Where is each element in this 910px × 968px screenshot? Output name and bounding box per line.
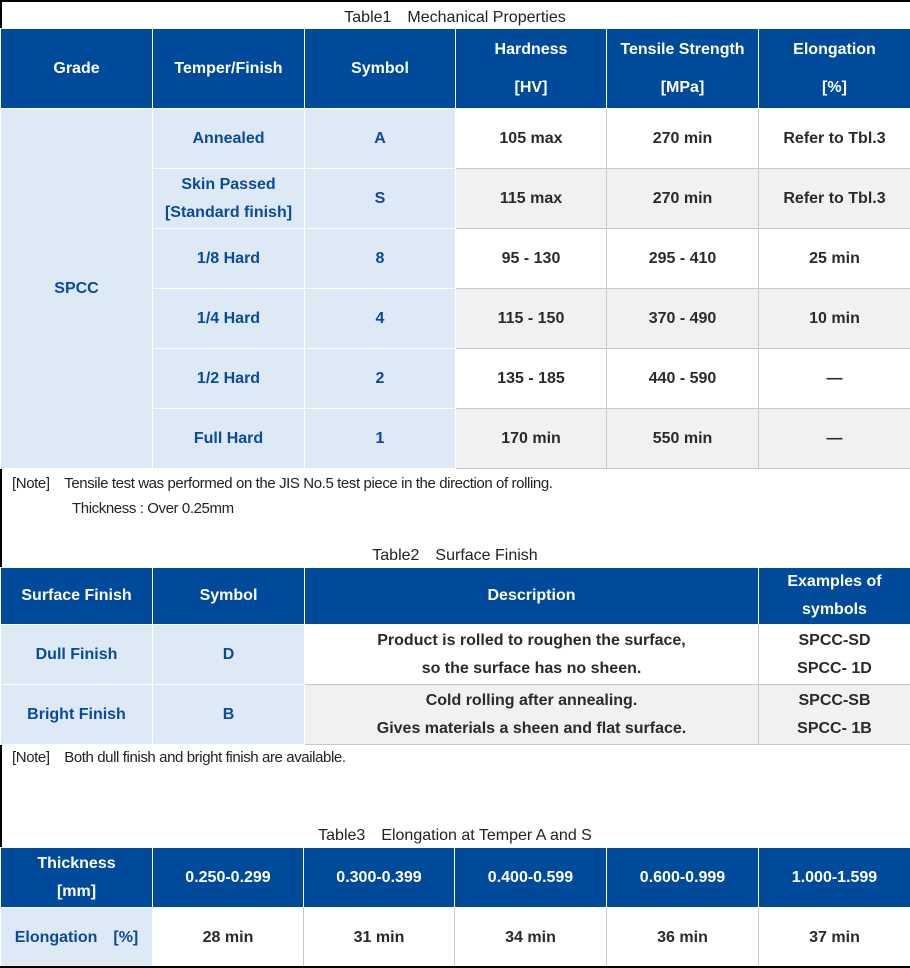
temper-cell: 1/2 Hard [153, 349, 305, 409]
table-row [1, 109, 910, 169]
header-examples-line1: Examples of [787, 573, 882, 590]
tensile-cell: 370 - 490 [607, 289, 759, 349]
surface-finish-table [0, 567, 910, 745]
temper-cell [153, 169, 305, 229]
hardness-cell: 135 - 185 [456, 349, 607, 409]
surface-cell: Dull Finish [1, 625, 153, 685]
elongation-cell: 36 min [607, 908, 759, 968]
tensile-cell: 295 - 410 [607, 229, 759, 289]
table-row [1, 685, 910, 745]
temper-cell: Full Hard [153, 409, 305, 469]
description-line1: Cold rolling after annealing. [425, 691, 638, 709]
table-row [1, 625, 910, 685]
symbol-cell: B [153, 685, 305, 745]
hardness-cell: 115 max [456, 169, 607, 229]
temper-cell: 1/8 Hard [153, 229, 305, 289]
header-grade: Grade [1, 29, 153, 109]
header-temper: Temper/Finish [153, 29, 305, 109]
table2-note: [Note] Both dull finish and bright finish are available. [12, 749, 346, 766]
tensile-cell: 550 min [607, 409, 759, 469]
table1-note: [Note] Tensile test was performed on the JIS No.5 test piece in the direction of rolling. [12, 475, 553, 492]
thickness-range: 1.000-1.599 [759, 848, 910, 908]
tensile-cell: 270 min [607, 109, 759, 169]
elongation-cell: 34 min [455, 908, 607, 968]
header-hardness [456, 29, 607, 109]
temper-line1: Skin Passed [181, 175, 276, 193]
elongation-cell: — [759, 409, 910, 469]
header-thickness [1, 848, 153, 908]
header-thickness-unit: [mm] [56, 882, 97, 900]
surface-cell: Bright Finish [1, 685, 153, 745]
header-thickness-label: Thickness [37, 854, 116, 872]
symbol-cell: 8 [305, 229, 456, 289]
elongation-cell: 25 min [759, 229, 910, 289]
elongation-cell: Refer to Tbl.3 [759, 169, 910, 229]
table-row [1, 908, 910, 968]
header-tensile-unit: [MPa] [660, 78, 705, 96]
table2-header-row [1, 568, 910, 625]
mechanical-properties-table [0, 28, 910, 469]
temper-cell: 1/4 Hard [153, 289, 305, 349]
header-examples-line2: symbols [802, 601, 867, 618]
header-tensile-label: Tensile Strength [620, 40, 745, 58]
example-1: SPCC-SD [798, 631, 871, 649]
temper-line2: [Standard finish] [164, 203, 293, 221]
symbol-cell: A [305, 109, 456, 169]
symbol-cell: 2 [305, 349, 456, 409]
hardness-cell: 95 - 130 [456, 229, 607, 289]
table3-caption: Table3 Elongation at Temper A and S [318, 827, 592, 844]
tensile-cell: 440 - 590 [607, 349, 759, 409]
description-line1: Product is rolled to roughen the surface, [377, 631, 686, 649]
header-symbol: Symbol [305, 29, 456, 109]
thickness-range: 0.600-0.999 [607, 848, 759, 908]
header-hardness-label: Hardness [494, 40, 568, 58]
elongation-cell: 31 min [304, 908, 455, 968]
header-hardness-unit: [HV] [514, 78, 548, 96]
hardness-cell: 170 min [456, 409, 607, 469]
grade-cell: SPCC [1, 109, 153, 469]
elongation-table [0, 847, 910, 968]
symbol-cell: 1 [305, 409, 456, 469]
header-symbol: Symbol [153, 568, 305, 625]
example-2: SPCC- 1B [797, 719, 872, 737]
table1-header-row [1, 29, 910, 109]
symbol-cell: 4 [305, 289, 456, 349]
header-tensile [607, 29, 759, 109]
header-surface-finish: Surface Finish [1, 568, 153, 625]
header-elongation [759, 29, 910, 109]
elongation-row-label: Elongation [%] [1, 908, 153, 968]
table1-caption: Table1 Mechanical Properties [344, 9, 566, 26]
example-2: SPCC- 1D [797, 659, 872, 677]
temper-cell: Annealed [153, 109, 305, 169]
symbol-cell: S [305, 169, 456, 229]
table2-caption: Table2 Surface Finish [372, 547, 538, 564]
hardness-cell: 115 - 150 [456, 289, 607, 349]
example-1: SPCC-SB [798, 691, 871, 709]
tensile-cell: 270 min [607, 169, 759, 229]
elongation-cell: 37 min [759, 908, 910, 968]
description-cell [305, 685, 759, 745]
hardness-cell: 105 max [456, 109, 607, 169]
examples-cell [759, 625, 910, 685]
elongation-cell: Refer to Tbl.3 [759, 109, 910, 169]
header-description: Description [305, 568, 759, 625]
table3-header-row [1, 848, 910, 908]
description-line2: Gives materials a sheen and flat surface. [376, 719, 687, 737]
header-examples [759, 568, 910, 625]
description-line2: so the surface has no sheen. [421, 659, 642, 677]
symbol-cell: D [153, 625, 305, 685]
thickness-range: 0.400-0.599 [455, 848, 607, 908]
elongation-cell: 10 min [759, 289, 910, 349]
thickness-range: 0.250-0.299 [153, 848, 304, 908]
description-cell [305, 625, 759, 685]
elongation-cell: 28 min [153, 908, 304, 968]
elongation-cell: — [759, 349, 910, 409]
thickness-range: 0.300-0.399 [304, 848, 455, 908]
header-elongation-unit: [%] [822, 78, 847, 96]
table1-note-thickness: Thickness : Over 0.25mm [72, 500, 234, 517]
frame-top-line [0, 0, 910, 2]
examples-cell [759, 685, 910, 745]
header-elongation-label: Elongation [793, 40, 876, 58]
